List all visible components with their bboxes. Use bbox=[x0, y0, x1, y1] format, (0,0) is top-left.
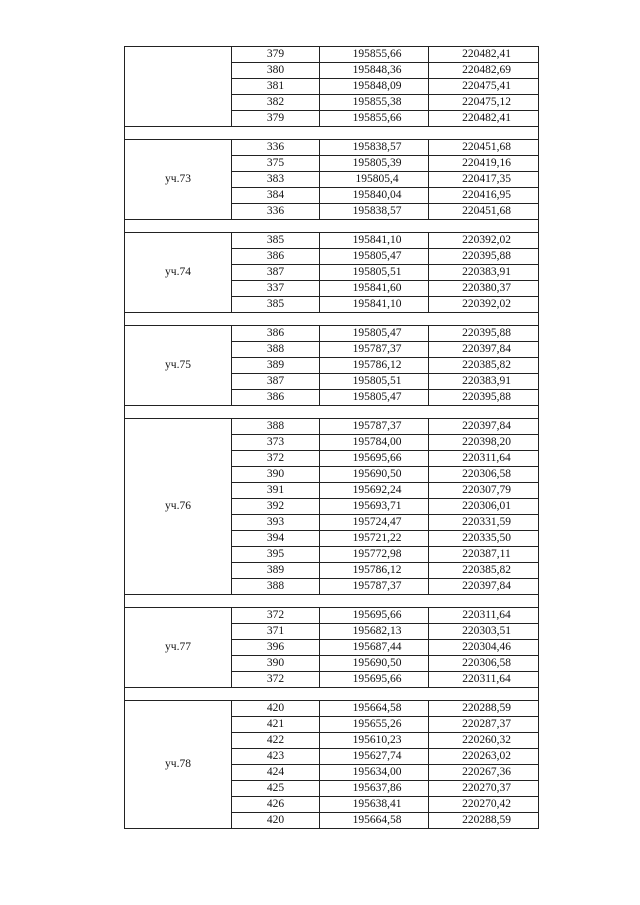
y-coordinate: 220260,32 bbox=[429, 733, 539, 749]
x-coordinate: 195687,44 bbox=[320, 640, 429, 656]
y-coordinate: 220397,84 bbox=[429, 419, 539, 435]
section-separator bbox=[125, 127, 539, 140]
y-coordinate: 220395,88 bbox=[429, 326, 539, 342]
x-coordinate: 195695,66 bbox=[320, 672, 429, 688]
point-number: 382 bbox=[232, 95, 320, 111]
y-coordinate: 220307,79 bbox=[429, 483, 539, 499]
x-coordinate: 195692,24 bbox=[320, 483, 429, 499]
point-number: 420 bbox=[232, 701, 320, 717]
x-coordinate: 195693,71 bbox=[320, 499, 429, 515]
x-coordinate: 195855,38 bbox=[320, 95, 429, 111]
section-separator bbox=[125, 595, 539, 608]
x-coordinate: 195724,47 bbox=[320, 515, 429, 531]
x-coordinate: 195838,57 bbox=[320, 204, 429, 220]
table-row bbox=[125, 701, 539, 717]
y-coordinate: 220397,84 bbox=[429, 342, 539, 358]
coordinates-table-body bbox=[125, 47, 539, 829]
point-number: 337 bbox=[232, 281, 320, 297]
point-number: 424 bbox=[232, 765, 320, 781]
x-coordinate: 195805,47 bbox=[320, 249, 429, 265]
point-number: 386 bbox=[232, 390, 320, 406]
y-coordinate: 220397,84 bbox=[429, 579, 539, 595]
plot-label bbox=[125, 47, 232, 127]
point-number: 389 bbox=[232, 358, 320, 374]
y-coordinate: 220311,64 bbox=[429, 672, 539, 688]
y-coordinate: 220482,41 bbox=[429, 47, 539, 63]
x-coordinate: 195848,36 bbox=[320, 63, 429, 79]
x-coordinate: 195787,37 bbox=[320, 579, 429, 595]
x-coordinate: 195690,50 bbox=[320, 467, 429, 483]
point-number: 392 bbox=[232, 499, 320, 515]
point-number: 372 bbox=[232, 451, 320, 467]
y-coordinate: 220482,41 bbox=[429, 111, 539, 127]
point-number: 385 bbox=[232, 297, 320, 313]
y-coordinate: 220395,88 bbox=[429, 390, 539, 406]
table-row bbox=[125, 419, 539, 435]
point-number: 386 bbox=[232, 249, 320, 265]
y-coordinate: 220475,41 bbox=[429, 79, 539, 95]
x-coordinate: 195784,00 bbox=[320, 435, 429, 451]
table-row bbox=[125, 140, 539, 156]
separator-cell bbox=[125, 220, 539, 233]
x-coordinate: 195805,47 bbox=[320, 390, 429, 406]
x-coordinate: 195848,09 bbox=[320, 79, 429, 95]
point-number: 426 bbox=[232, 797, 320, 813]
point-number: 422 bbox=[232, 733, 320, 749]
point-number: 387 bbox=[232, 265, 320, 281]
x-coordinate: 195805,47 bbox=[320, 326, 429, 342]
x-coordinate: 195690,50 bbox=[320, 656, 429, 672]
point-number: 425 bbox=[232, 781, 320, 797]
x-coordinate: 195787,37 bbox=[320, 342, 429, 358]
x-coordinate: 195637,86 bbox=[320, 781, 429, 797]
x-coordinate: 195638,41 bbox=[320, 797, 429, 813]
x-coordinate: 195664,58 bbox=[320, 701, 429, 717]
table-row bbox=[125, 608, 539, 624]
point-number: 336 bbox=[232, 204, 320, 220]
point-number: 383 bbox=[232, 172, 320, 188]
point-number: 384 bbox=[232, 188, 320, 204]
point-number: 394 bbox=[232, 531, 320, 547]
point-number: 381 bbox=[232, 79, 320, 95]
x-coordinate: 195841,60 bbox=[320, 281, 429, 297]
point-number: 388 bbox=[232, 579, 320, 595]
point-number: 385 bbox=[232, 233, 320, 249]
point-number: 423 bbox=[232, 749, 320, 765]
x-coordinate: 195610,23 bbox=[320, 733, 429, 749]
point-number: 396 bbox=[232, 640, 320, 656]
point-number: 388 bbox=[232, 342, 320, 358]
y-coordinate: 220311,64 bbox=[429, 608, 539, 624]
y-coordinate: 220263,02 bbox=[429, 749, 539, 765]
y-coordinate: 220419,16 bbox=[429, 156, 539, 172]
y-coordinate: 220306,58 bbox=[429, 656, 539, 672]
point-number: 390 bbox=[232, 467, 320, 483]
plot-label: уч.75 bbox=[125, 326, 232, 406]
point-number: 379 bbox=[232, 111, 320, 127]
section-separator bbox=[125, 313, 539, 326]
y-coordinate: 220311,64 bbox=[429, 451, 539, 467]
point-number: 388 bbox=[232, 419, 320, 435]
y-coordinate: 220482,69 bbox=[429, 63, 539, 79]
y-coordinate: 220387,11 bbox=[429, 547, 539, 563]
y-coordinate: 220304,46 bbox=[429, 640, 539, 656]
x-coordinate: 195805,4 bbox=[320, 172, 429, 188]
section-separator bbox=[125, 220, 539, 233]
point-number: 373 bbox=[232, 435, 320, 451]
x-coordinate: 195664,58 bbox=[320, 813, 429, 829]
y-coordinate: 220385,82 bbox=[429, 563, 539, 579]
point-number: 389 bbox=[232, 563, 320, 579]
point-number: 336 bbox=[232, 140, 320, 156]
x-coordinate: 195786,12 bbox=[320, 358, 429, 374]
point-number: 387 bbox=[232, 374, 320, 390]
y-coordinate: 220335,50 bbox=[429, 531, 539, 547]
x-coordinate: 195627,74 bbox=[320, 749, 429, 765]
x-coordinate: 195682,13 bbox=[320, 624, 429, 640]
point-number: 372 bbox=[232, 672, 320, 688]
y-coordinate: 220398,20 bbox=[429, 435, 539, 451]
y-coordinate: 220288,59 bbox=[429, 701, 539, 717]
section-separator bbox=[125, 688, 539, 701]
section-separator bbox=[125, 406, 539, 419]
separator-cell bbox=[125, 688, 539, 701]
plot-label: уч.78 bbox=[125, 701, 232, 829]
x-coordinate: 195721,22 bbox=[320, 531, 429, 547]
separator-cell bbox=[125, 127, 539, 140]
x-coordinate: 195805,39 bbox=[320, 156, 429, 172]
point-number: 371 bbox=[232, 624, 320, 640]
x-coordinate: 195786,12 bbox=[320, 563, 429, 579]
y-coordinate: 220303,51 bbox=[429, 624, 539, 640]
point-number: 393 bbox=[232, 515, 320, 531]
point-number: 372 bbox=[232, 608, 320, 624]
y-coordinate: 220451,68 bbox=[429, 204, 539, 220]
y-coordinate: 220451,68 bbox=[429, 140, 539, 156]
table-row bbox=[125, 326, 539, 342]
plot-label: уч.74 bbox=[125, 233, 232, 313]
y-coordinate: 220395,88 bbox=[429, 249, 539, 265]
plot-label: уч.77 bbox=[125, 608, 232, 688]
x-coordinate: 195655,26 bbox=[320, 717, 429, 733]
x-coordinate: 195855,66 bbox=[320, 111, 429, 127]
x-coordinate: 195787,37 bbox=[320, 419, 429, 435]
point-number: 395 bbox=[232, 547, 320, 563]
separator-cell bbox=[125, 595, 539, 608]
x-coordinate: 195805,51 bbox=[320, 374, 429, 390]
x-coordinate: 195695,66 bbox=[320, 451, 429, 467]
y-coordinate: 220383,91 bbox=[429, 374, 539, 390]
plot-label: уч.73 bbox=[125, 140, 232, 220]
point-number: 391 bbox=[232, 483, 320, 499]
y-coordinate: 220270,37 bbox=[429, 781, 539, 797]
y-coordinate: 220288,59 bbox=[429, 813, 539, 829]
y-coordinate: 220383,91 bbox=[429, 265, 539, 281]
y-coordinate: 220475,12 bbox=[429, 95, 539, 111]
y-coordinate: 220331,59 bbox=[429, 515, 539, 531]
point-number: 420 bbox=[232, 813, 320, 829]
x-coordinate: 195805,51 bbox=[320, 265, 429, 281]
point-number: 379 bbox=[232, 47, 320, 63]
point-number: 421 bbox=[232, 717, 320, 733]
x-coordinate: 195840,04 bbox=[320, 188, 429, 204]
y-coordinate: 220417,35 bbox=[429, 172, 539, 188]
table-row bbox=[125, 233, 539, 249]
y-coordinate: 220385,82 bbox=[429, 358, 539, 374]
point-number: 380 bbox=[232, 63, 320, 79]
y-coordinate: 220392,02 bbox=[429, 233, 539, 249]
y-coordinate: 220392,02 bbox=[429, 297, 539, 313]
point-number: 386 bbox=[232, 326, 320, 342]
x-coordinate: 195841,10 bbox=[320, 297, 429, 313]
x-coordinate: 195841,10 bbox=[320, 233, 429, 249]
point-number: 375 bbox=[232, 156, 320, 172]
separator-cell bbox=[125, 406, 539, 419]
x-coordinate: 195838,57 bbox=[320, 140, 429, 156]
separator-cell bbox=[125, 313, 539, 326]
coordinates-table bbox=[124, 46, 539, 829]
table-row bbox=[125, 47, 539, 63]
plot-label: уч.76 bbox=[125, 419, 232, 595]
x-coordinate: 195695,66 bbox=[320, 608, 429, 624]
y-coordinate: 220287,37 bbox=[429, 717, 539, 733]
x-coordinate: 195634,00 bbox=[320, 765, 429, 781]
y-coordinate: 220306,58 bbox=[429, 467, 539, 483]
y-coordinate: 220306,01 bbox=[429, 499, 539, 515]
x-coordinate: 195855,66 bbox=[320, 47, 429, 63]
point-number: 390 bbox=[232, 656, 320, 672]
y-coordinate: 220380,37 bbox=[429, 281, 539, 297]
x-coordinate: 195772,98 bbox=[320, 547, 429, 563]
y-coordinate: 220267,36 bbox=[429, 765, 539, 781]
y-coordinate: 220416,95 bbox=[429, 188, 539, 204]
y-coordinate: 220270,42 bbox=[429, 797, 539, 813]
